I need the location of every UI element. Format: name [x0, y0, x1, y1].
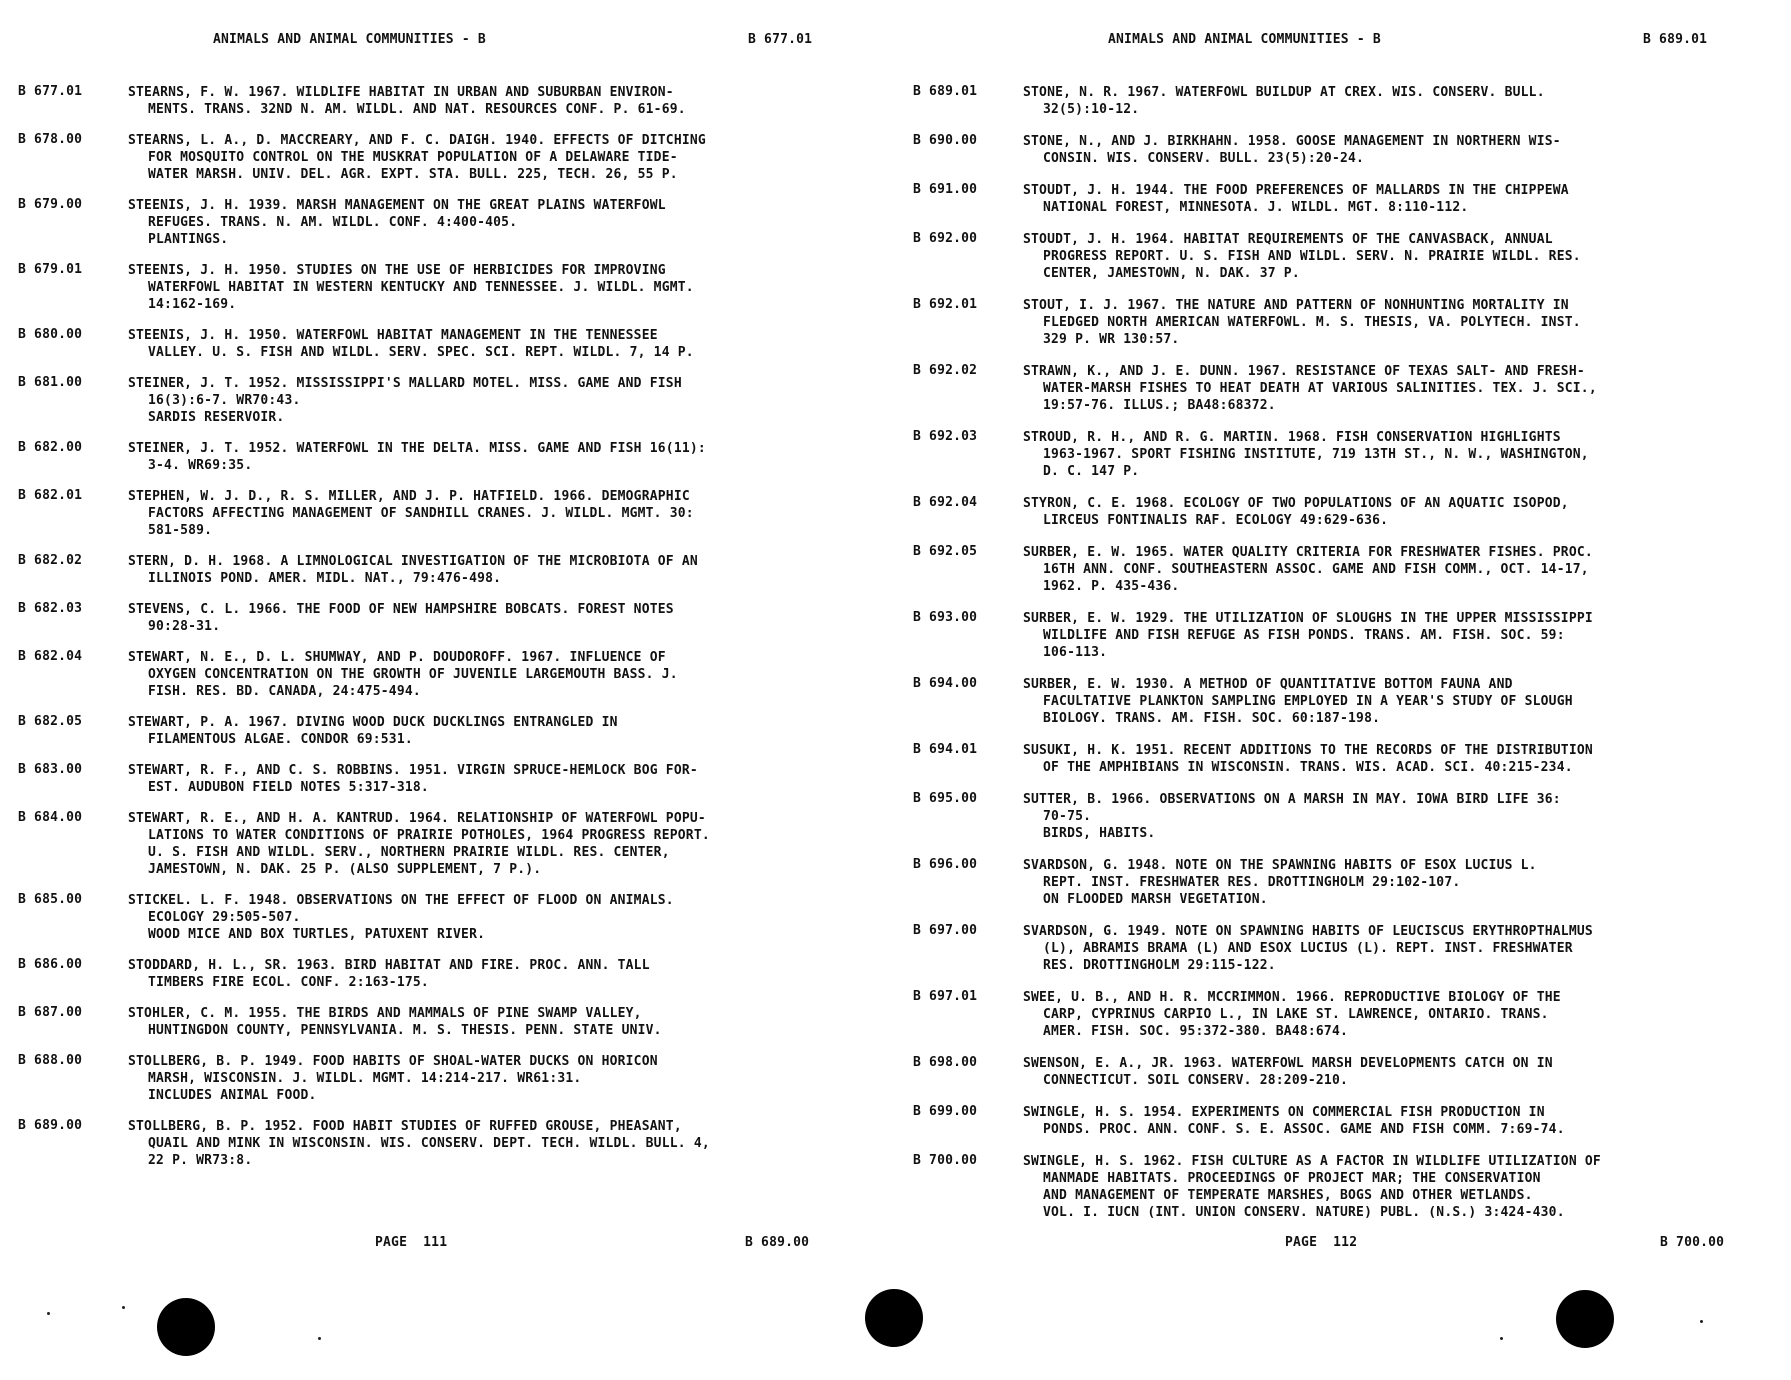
bibliography-entry: [895, 544, 1753, 595]
citation-line: STONE, N., AND J. BIRKHAHN. 1958. GOOSE MANAGEMENT IN NORTHERN WIS-: [1023, 134, 1561, 149]
citation-line: STOUDT, J. H. 1964. HABITAT REQUIREMENTS OF THE CANVASBACK, ANNUAL: [1023, 232, 1553, 247]
entry-citation: [128, 488, 858, 539]
bibliography-list: [895, 84, 1753, 1236]
citation-line: SUTTER, B. 1966. OBSERVATIONS ON A MARSH IN MAY. IOWA BIRD LIFE 36:: [1023, 792, 1561, 807]
scan-speck: [1500, 1337, 1503, 1340]
citation-line: JAMESTOWN, N. DAK. 25 P. (ALSO SUPPLEMENT, 7 P.).: [148, 862, 542, 877]
citation-line: 90:28-31.: [148, 619, 221, 634]
citation-line: STOHLER, C. M. 1955. THE BIRDS AND MAMMALS OF PINE SWAMP VALLEY,: [128, 1006, 642, 1021]
entry-citation: [1023, 1104, 1753, 1138]
citation-line: LATIONS TO WATER CONDITIONS OF PRAIRIE POTHOLES, 1964 PROGRESS REPORT.: [148, 828, 710, 843]
bibliography-entry: [895, 676, 1753, 727]
citation-line: FILAMENTOUS ALGAE. CONDOR 69:531.: [148, 732, 413, 747]
citation-line: STODDARD, H. L., SR. 1963. BIRD HABITAT AND FIRE. PROC. ANN. TALL: [128, 958, 650, 973]
entry-code: B 698.00: [913, 1055, 978, 1070]
entry-citation: [128, 649, 858, 700]
citation-line: FLEDGED NORTH AMERICAN WATERFOWL. M. S. THESIS, VA. POLYTECH. INST.: [1043, 315, 1581, 330]
citation-line: TIMBERS FIRE ECOL. CONF. 2:163-175.: [148, 975, 429, 990]
citation-line: CONSIN. WIS. CONSERV. BULL. 23(5):20-24.: [1043, 151, 1365, 166]
bibliography-entry: [895, 495, 1753, 529]
citation-line: BIRDS, HABITS.: [1043, 826, 1156, 841]
citation-line: STEPHEN, W. J. D., R. S. MILLER, AND J. P. HATFIELD. 1966. DEMOGRAPHIC: [128, 489, 690, 504]
citation-line: 106-113.: [1043, 645, 1108, 660]
entry-citation: [128, 714, 858, 748]
citation-line: MENTS. TRANS. 32ND N. AM. WILDL. AND NAT. RESOURCES CONF. P. 61-69.: [148, 102, 686, 117]
citation-line: 19:57-76. ILLUS.; BA48:68372.: [1043, 398, 1276, 413]
citation-line: 1962. P. 435-436.: [1043, 579, 1180, 594]
entry-citation: [1023, 1153, 1753, 1221]
punch-hole: [1556, 1290, 1614, 1348]
citation-line: STRAWN, K., AND J. E. DUNN. 1967. RESISTANCE OF TEXAS SALT- AND FRESH-: [1023, 364, 1585, 379]
punch-hole: [865, 1289, 923, 1347]
citation-line: SWENSON, E. A., JR. 1963. WATERFOWL MARSH DEVELOPMENTS CATCH ON IN: [1023, 1056, 1553, 1071]
citation-line: STEWART, R. E., AND H. A. KANTRUD. 1964. RELATIONSHIP OF WATERFOWL POPU-: [128, 811, 706, 826]
citation-line: U. S. FISH AND WILDL. SERV., NORTHERN PRAIRIE WILDL. RES. CENTER,: [148, 845, 670, 860]
entry-code: B 697.00: [913, 923, 978, 938]
entry-citation: [1023, 429, 1753, 480]
left-page: [0, 0, 875, 1380]
citation-line: LIRCEUS FONTINALIS RAF. ECOLOGY 49:629-636.: [1043, 513, 1389, 528]
citation-line: PLANTINGS.: [148, 232, 229, 247]
bibliography-entry: [0, 601, 858, 635]
entry-code: B 679.01: [18, 262, 83, 277]
entry-citation: [128, 892, 858, 943]
entry-code: B 686.00: [18, 957, 83, 972]
citation-line: STERN, D. H. 1968. A LIMNOLOGICAL INVESTIGATION OF THE MICROBIOTA OF AN: [128, 554, 698, 569]
citation-line: FISH. RES. BD. CANADA, 24:475-494.: [148, 684, 421, 699]
entry-citation: [1023, 363, 1753, 414]
citation-line: STEENIS, J. H. 1950. WATERFOWL HABITAT MANAGEMENT IN THE TENNESSEE: [128, 328, 658, 343]
footer-code: B 689.00: [745, 1235, 810, 1250]
citation-line: CONNECTICUT. SOIL CONSERV. 28:209-210.: [1043, 1073, 1349, 1088]
citation-line: SWEE, U. B., AND H. R. MCCRIMMON. 1966. REPRODUCTIVE BIOLOGY OF THE: [1023, 990, 1561, 1005]
citation-line: SWINGLE, H. S. 1954. EXPERIMENTS ON COMMERCIAL FISH PRODUCTION IN: [1023, 1105, 1545, 1120]
citation-line: WILDLIFE AND FISH REFUGE AS FISH PONDS. TRANS. AM. FISH. SOC. 59:: [1043, 628, 1565, 643]
citation-line: OF THE AMPHIBIANS IN WISCONSIN. TRANS. WIS. ACAD. SCI. 40:215-234.: [1043, 760, 1573, 775]
entry-citation: [128, 1118, 858, 1169]
citation-line: (L), ABRAMIS BRAMA (L) AND ESOX LUCIUS (L). REPT. INST. FRESHWATER: [1043, 941, 1573, 956]
bibliography-entry: [895, 297, 1753, 348]
bibliography-entry: [895, 791, 1753, 842]
entry-code: B 692.05: [913, 544, 978, 559]
footer-code: B 700.00: [1660, 1235, 1725, 1250]
bibliography-entry: [0, 762, 858, 796]
entry-citation: [1023, 610, 1753, 661]
citation-line: BIOLOGY. TRANS. AM. FISH. SOC. 60:187-198.: [1043, 711, 1381, 726]
citation-line: SUSUKI, H. K. 1951. RECENT ADDITIONS TO THE RECORDS OF THE DISTRIBUTION: [1023, 743, 1593, 758]
entry-code: B 680.00: [18, 327, 83, 342]
citation-line: CARP, CYPRINUS CARPIO L., IN LAKE ST. LAWRENCE, ONTARIO. TRANS.: [1043, 1007, 1549, 1022]
bibliography-entry: [0, 327, 858, 361]
entry-code: B 679.00: [18, 197, 83, 212]
bibliography-entry: [895, 133, 1753, 167]
entry-code: B 692.02: [913, 363, 978, 378]
entry-code: B 682.00: [18, 440, 83, 455]
citation-line: STOLLBERG, B. P. 1949. FOOD HABITS OF SHOAL-WATER DUCKS ON HORICON: [128, 1054, 658, 1069]
citation-line: WOOD MICE AND BOX TURTLES, PATUXENT RIVER.: [148, 927, 486, 942]
bibliography-entry: [0, 1118, 858, 1169]
citation-line: STYRON, C. E. 1968. ECOLOGY OF TWO POPULATIONS OF AN AQUATIC ISOPOD,: [1023, 496, 1569, 511]
entry-citation: [128, 327, 858, 361]
citation-line: STEWART, N. E., D. L. SHUMWAY, AND P. DOUDOROFF. 1967. INFLUENCE OF: [128, 650, 666, 665]
bibliography-entry: [0, 262, 858, 313]
citation-line: 16TH ANN. CONF. SOUTHEASTERN ASSOC. GAME AND FISH COMM., OCT. 14-17,: [1043, 562, 1589, 577]
citation-line: SARDIS RESERVOIR.: [148, 410, 285, 425]
bibliography-entry: [0, 197, 858, 248]
bibliography-entry: [895, 84, 1753, 118]
entry-citation: [128, 553, 858, 587]
entry-code: B 685.00: [18, 892, 83, 907]
citation-line: STEWART, P. A. 1967. DIVING WOOD DUCK DUCKLINGS ENTRANGLED IN: [128, 715, 618, 730]
bibliography-entry: [895, 363, 1753, 414]
citation-line: SURBER, E. W. 1930. A METHOD OF QUANTITATIVE BOTTOM FAUNA AND: [1023, 677, 1513, 692]
citation-line: OXYGEN CONCENTRATION ON THE GROWTH OF JUVENILE LARGEMOUTH BASS. J.: [148, 667, 678, 682]
entry-code: B 682.03: [18, 601, 83, 616]
citation-line: WATER MARSH. UNIV. DEL. AGR. EXPT. STA. BULL. 225, TECH. 26, 55 P.: [148, 167, 678, 182]
entry-code: B 696.00: [913, 857, 978, 872]
bibliography-entry: [895, 182, 1753, 216]
bibliography-entry: [0, 649, 858, 700]
entry-citation: [128, 197, 858, 248]
citation-line: SURBER, E. W. 1965. WATER QUALITY CRITERIA FOR FRESHWATER FISHES. PROC.: [1023, 545, 1593, 560]
entry-code: B 692.00: [913, 231, 978, 246]
scan-speck: [122, 1306, 125, 1309]
entry-citation: [128, 262, 858, 313]
entry-code: B 694.01: [913, 742, 978, 757]
citation-line: QUAIL AND MINK IN WISCONSIN. WIS. CONSERV. DEPT. TECH. WILDL. BULL. 4,: [148, 1136, 710, 1151]
page-number: PAGE 112: [1285, 1235, 1358, 1250]
citation-line: SVARDSON, G. 1948. NOTE ON THE SPAWNING HABITS OF ESOX LUCIUS L.: [1023, 858, 1537, 873]
citation-line: STOLLBERG, B. P. 1952. FOOD HABIT STUDIES OF RUFFED GROUSE, PHEASANT,: [128, 1119, 682, 1134]
entry-code: B 689.01: [913, 84, 978, 99]
citation-line: STONE, N. R. 1967. WATERFOWL BUILDUP AT CREX. WIS. CONSERV. BULL.: [1023, 85, 1545, 100]
citation-line: VALLEY. U. S. FISH AND WILDL. SERV. SPEC. SCI. REPT. WILDL. 7, 14 P.: [148, 345, 694, 360]
entry-citation: [1023, 297, 1753, 348]
bibliography-entry: [0, 1005, 858, 1039]
bibliography-entry: [0, 84, 858, 118]
citation-line: PROGRESS REPORT. U. S. FISH AND WILDL. SERV. N. PRAIRIE WILDL. RES.: [1043, 249, 1581, 264]
entry-citation: [1023, 231, 1753, 282]
citation-line: VOL. I. IUCN (INT. UNION CONSERV. NATURE) PUBL. (N.S.) 3:424-430.: [1043, 1205, 1565, 1220]
citation-line: 329 P. WR 130:57.: [1043, 332, 1180, 347]
entry-code: B 688.00: [18, 1053, 83, 1068]
citation-line: 14:162-169.: [148, 297, 237, 312]
entry-code: B 695.00: [913, 791, 978, 806]
entry-citation: [128, 762, 858, 796]
citation-line: AMER. FISH. SOC. 95:372-380. BA48:674.: [1043, 1024, 1349, 1039]
entry-code: B 693.00: [913, 610, 978, 625]
entry-citation: [1023, 989, 1753, 1040]
citation-line: MANMADE HABITATS. PROCEEDINGS OF PROJECT MAR; THE CONSERVATION: [1043, 1171, 1541, 1186]
bibliography-entry: [895, 989, 1753, 1040]
punch-hole: [157, 1298, 215, 1356]
citation-line: FOR MOSQUITO CONTROL ON THE MUSKRAT POPULATION OF A DELAWARE TIDE-: [148, 150, 678, 165]
entry-citation: [128, 1005, 858, 1039]
bibliography-entry: [0, 1053, 858, 1104]
bibliography-entry: [0, 132, 858, 183]
citation-line: PONDS. PROC. ANN. CONF. S. E. ASSOC. GAME AND FISH COMM. 7:69-74.: [1043, 1122, 1565, 1137]
citation-line: REPT. INST. FRESHWATER RES. DROTTINGHOLM 29:102-107.: [1043, 875, 1461, 890]
citation-line: 22 P. WR73:8.: [148, 1153, 253, 1168]
citation-line: ILLINOIS POND. AMER. MIDL. NAT., 79:476-498.: [148, 571, 502, 586]
bibliography-entry: [0, 375, 858, 426]
citation-line: STEARNS, L. A., D. MACCREARY, AND F. C. DAIGH. 1940. EFFECTS OF DITCHING: [128, 133, 706, 148]
bibliography-entry: [895, 1055, 1753, 1089]
entry-citation: [1023, 544, 1753, 595]
entry-code: B 697.01: [913, 989, 978, 1004]
entry-citation: [128, 1053, 858, 1104]
scan-speck: [47, 1312, 50, 1315]
citation-line: 3-4. WR69:35.: [148, 458, 253, 473]
running-header-code: B 677.01: [748, 32, 813, 47]
citation-line: STEENIS, J. H. 1939. MARSH MANAGEMENT ON THE GREAT PLAINS WATERFOWL: [128, 198, 666, 213]
entry-citation: [1023, 1055, 1753, 1089]
entry-citation: [1023, 923, 1753, 974]
entry-code: B 689.00: [18, 1118, 83, 1133]
entry-citation: [1023, 133, 1753, 167]
citation-line: FACULTATIVE PLANKTON SAMPLING EMPLOYED IN A YEAR'S STUDY OF SLOUGH: [1043, 694, 1573, 709]
bibliography-entry: [895, 429, 1753, 480]
entry-citation: [1023, 84, 1753, 118]
bibliography-entry: [895, 1153, 1753, 1221]
entry-citation: [1023, 182, 1753, 216]
citation-line: REFUGES. TRANS. N. AM. WILDL. CONF. 4:400-405.: [148, 215, 518, 230]
bibliography-entry: [0, 714, 858, 748]
entry-code: B 677.01: [18, 84, 83, 99]
bibliography-entry: [0, 957, 858, 991]
citation-line: NATIONAL FOREST, MINNESOTA. J. WILDL. MGT. 8:110-112.: [1043, 200, 1469, 215]
entry-code: B 682.02: [18, 553, 83, 568]
citation-line: D. C. 147 P.: [1043, 464, 1140, 479]
citation-line: ECOLOGY 29:505-507.: [148, 910, 301, 925]
entry-code: B 678.00: [18, 132, 83, 147]
entry-code: B 692.04: [913, 495, 978, 510]
entry-code: B 682.05: [18, 714, 83, 729]
citation-line: SWINGLE, H. S. 1962. FISH CULTURE AS A FACTOR IN WILDLIFE UTILIZATION OF: [1023, 1154, 1601, 1169]
bibliography-entry: [0, 810, 858, 878]
right-page: [895, 0, 1770, 1380]
entry-citation: [128, 601, 858, 635]
citation-line: HUNTINGDON COUNTY, PENNSYLVANIA. M. S. THESIS. PENN. STATE UNIV.: [148, 1023, 662, 1038]
citation-line: STOUT, I. J. 1967. THE NATURE AND PATTERN OF NONHUNTING MORTALITY IN: [1023, 298, 1569, 313]
citation-line: FACTORS AFFECTING MANAGEMENT OF SANDHILL CRANES. J. WILDL. MGMT. 30:: [148, 506, 694, 521]
citation-line: MARSH, WISCONSIN. J. WILDL. MGMT. 14:214-217. WR61:31.: [148, 1071, 582, 1086]
entry-code: B 684.00: [18, 810, 83, 825]
citation-line: RES. DROTTINGHOLM 29:115-122.: [1043, 958, 1276, 973]
entry-code: B 681.00: [18, 375, 83, 390]
entry-citation: [128, 132, 858, 183]
citation-line: 581-589.: [148, 523, 213, 538]
bibliography-entry: [895, 1104, 1753, 1138]
citation-line: ON FLOODED MARSH VEGETATION.: [1043, 892, 1268, 907]
running-header-title: ANIMALS AND ANIMAL COMMUNITIES - B: [213, 32, 486, 47]
entry-code: B 699.00: [913, 1104, 978, 1119]
citation-line: SURBER, E. W. 1929. THE UTILIZATION OF SLOUGHS IN THE UPPER MISSISSIPPI: [1023, 611, 1593, 626]
citation-line: 16(3):6-7. WR70:43.: [148, 393, 301, 408]
citation-line: STEWART, R. F., AND C. S. ROBBINS. 1951. VIRGIN SPRUCE-HEMLOCK BOG FOR-: [128, 763, 698, 778]
bibliography-entry: [0, 440, 858, 474]
entry-code: B 694.00: [913, 676, 978, 691]
entry-code: B 692.03: [913, 429, 978, 444]
citation-line: INCLUDES ANIMAL FOOD.: [148, 1088, 317, 1103]
citation-line: STEENIS, J. H. 1950. STUDIES ON THE USE OF HERBICIDES FOR IMPROVING: [128, 263, 666, 278]
running-header-title: ANIMALS AND ANIMAL COMMUNITIES - B: [1108, 32, 1381, 47]
entry-code: B 683.00: [18, 762, 83, 777]
bibliography-entry: [0, 488, 858, 539]
entry-citation: [1023, 742, 1753, 776]
citation-line: WATERFOWL HABITAT IN WESTERN KENTUCKY AND TENNESSEE. J. WILDL. MGMT.: [148, 280, 694, 295]
entry-code: B 682.01: [18, 488, 83, 503]
citation-line: CENTER, JAMESTOWN, N. DAK. 37 P.: [1043, 266, 1300, 281]
entry-code: B 700.00: [913, 1153, 978, 1168]
entry-code: B 687.00: [18, 1005, 83, 1020]
bibliography-list: [0, 84, 858, 1183]
entry-citation: [128, 957, 858, 991]
entry-code: B 682.04: [18, 649, 83, 664]
entry-code: B 692.01: [913, 297, 978, 312]
citation-line: STEVENS, C. L. 1966. THE FOOD OF NEW HAMPSHIRE BOBCATS. FOREST NOTES: [128, 602, 674, 617]
citation-line: STEARNS, F. W. 1967. WILDLIFE HABITAT IN URBAN AND SUBURBAN ENVIRON-: [128, 85, 674, 100]
citation-line: STOUDT, J. H. 1944. THE FOOD PREFERENCES OF MALLARDS IN THE CHIPPEWA: [1023, 183, 1569, 198]
bibliography-entry: [895, 923, 1753, 974]
scan-speck: [318, 1337, 321, 1340]
entry-citation: [1023, 676, 1753, 727]
entry-citation: [128, 810, 858, 878]
entry-code: B 691.00: [913, 182, 978, 197]
entry-citation: [128, 84, 858, 118]
entry-code: B 690.00: [913, 133, 978, 148]
entry-citation: [1023, 495, 1753, 529]
entry-citation: [1023, 857, 1753, 908]
citation-line: SVARDSON, G. 1949. NOTE ON SPAWNING HABITS OF LEUCISCUS ERYTHROPTHALMUS: [1023, 924, 1593, 939]
bibliography-entry: [895, 742, 1753, 776]
running-header-code: B 689.01: [1643, 32, 1708, 47]
bibliography-entry: [895, 231, 1753, 282]
citation-line: 32(5):10-12.: [1043, 102, 1140, 117]
citation-line: STROUD, R. H., AND R. G. MARTIN. 1968. FISH CONSERVATION HIGHLIGHTS: [1023, 430, 1561, 445]
bibliography-entry: [895, 857, 1753, 908]
entry-citation: [1023, 791, 1753, 842]
bibliography-entry: [895, 610, 1753, 661]
entry-citation: [128, 375, 858, 426]
citation-line: STICKEL. L. F. 1948. OBSERVATIONS ON THE EFFECT OF FLOOD ON ANIMALS.: [128, 893, 674, 908]
citation-line: AND MANAGEMENT OF TEMPERATE MARSHES, BOGS AND OTHER WETLANDS.: [1043, 1188, 1533, 1203]
citation-line: 1963-1967. SPORT FISHING INSTITUTE, 719 13TH ST., N. W., WASHINGTON,: [1043, 447, 1589, 462]
page-number: PAGE 111: [375, 1235, 448, 1250]
entry-citation: [128, 440, 858, 474]
scan-speck: [1700, 1320, 1703, 1323]
bibliography-entry: [0, 553, 858, 587]
citation-line: 70-75.: [1043, 809, 1092, 824]
citation-line: STEINER, J. T. 1952. WATERFOWL IN THE DELTA. MISS. GAME AND FISH 16(11):: [128, 441, 706, 456]
bibliography-entry: [0, 892, 858, 943]
citation-line: STEINER, J. T. 1952. MISSISSIPPI'S MALLARD MOTEL. MISS. GAME AND FISH: [128, 376, 682, 391]
citation-line: EST. AUDUBON FIELD NOTES 5:317-318.: [148, 780, 429, 795]
citation-line: WATER-MARSH FISHES TO HEAT DEATH AT VARIOUS SALINITIES. TEX. J. SCI.,: [1043, 381, 1597, 396]
